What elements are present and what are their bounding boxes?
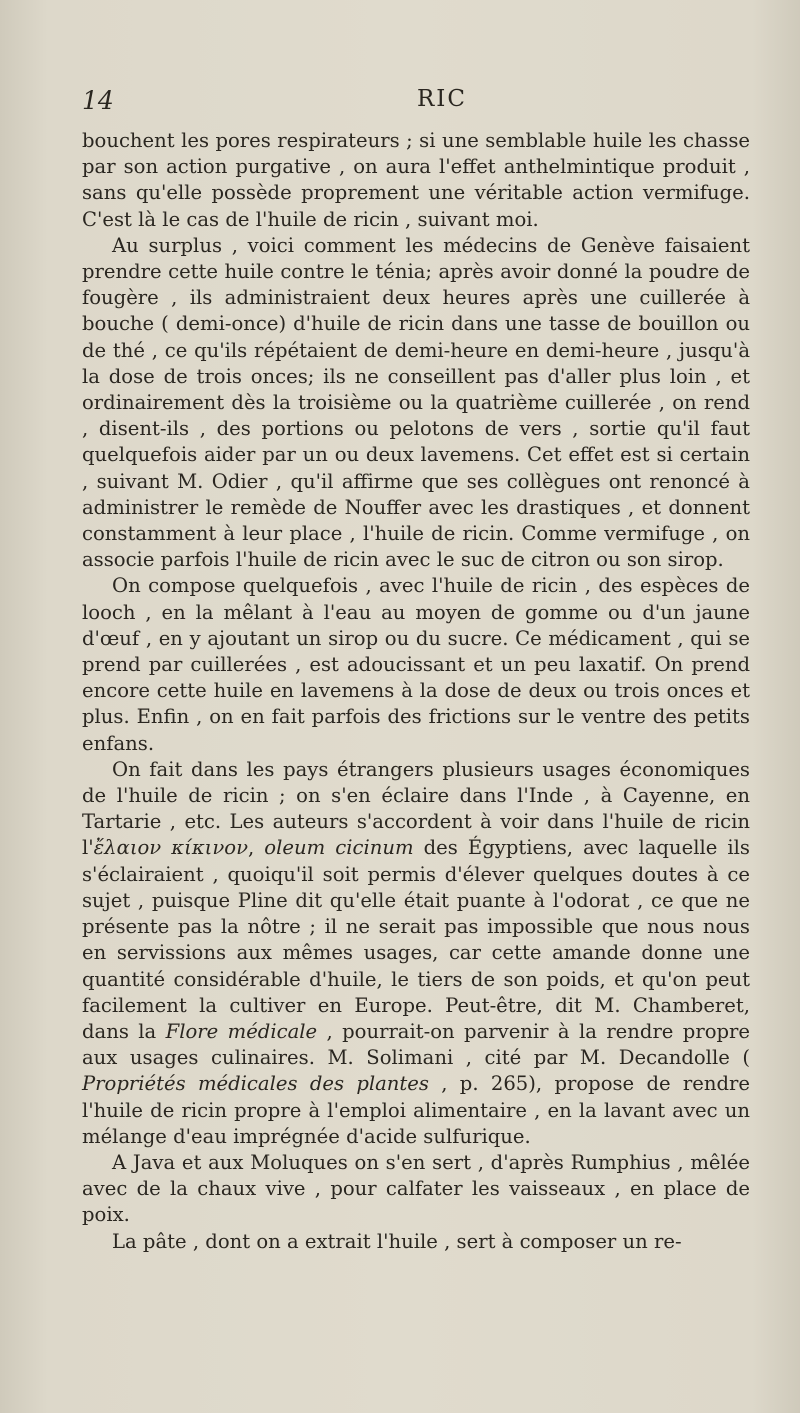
book-title-proprietes: Propriétés médicales des plantes: [82, 1072, 429, 1096]
paragraph-4-part-3: , pourrait-on parvenir à la rendre propre aux usages culinaires. M. Solimani , cité par M. Decandolle (: [82, 1019, 750, 1070]
paragraph-1: bouchent les pores respirateurs ; si une semblable huile les chasse par son action purgative , on aura l'effet anthelmintique produit , sans qu'elle possède proprement une véritable action vermifuge. C'est là le cas de l'huile de ricin , suivant moi.: [82, 129, 750, 231]
page-number: 14: [82, 86, 114, 115]
running-head: RIC: [416, 86, 467, 112]
paragraph-4: [82, 757, 750, 1150]
body-text: [82, 128, 750, 1255]
page-header: [82, 86, 760, 122]
paragraph-5: A Java et aux Moluques on s'en sert , d'après Rumphius , mêlée avec de la chaux vive , pour calfater les vaisseaux , en place de poix.: [82, 1150, 750, 1227]
paragraph-4-comma: ,: [247, 836, 265, 860]
greek-term: ἔλαιον κίκινον: [93, 836, 248, 860]
paragraph-4-part-4: , p. 265), propose de rendre l'huile de ricin propre à l'emploi alimentaire , en la lavant avec un mélange d'eau imprégnée d'acide sulfurique.: [82, 1072, 750, 1148]
paragraph-3: On compose quelquefois , avec l'huile de ricin , des espèces de looch , en la mêlant à l'eau au moyen de gomme ou d'un jaune d'œuf , en y ajoutant un sirop ou du sucre. Ce médicament , qui se prend par cuillerées , est adoucissant et un peu laxatif. On prend encore cette huile en lavemens à la dose de deux ou trois onces et plus. Enfin , on en fait parfois des frictions sur le ventre des petits enfans.: [82, 574, 750, 755]
paragraph-4-part-2: des Égyptiens, avec laquelle ils s'éclairaient , quoiqu'il soit permis d'élever quelques doutes à ce sujet , puisque Pline dit qu'elle était puante à l'odorat , ce que ne présente pas la nôtre ; il ne serait pas impossible que nous nous en servissions aux mêmes usages, car cette amande donne une quantité considérable d'huile, le tiers de son poids, et qu'on peut facilement la cultiver en Europe. Peut-être, dit M. Chamberet, dans la: [82, 836, 750, 1043]
paragraph-6: La pâte , dont on a extrait l'huile , sert à composer un re-: [112, 1229, 682, 1253]
paragraph-2: Au surplus , voici comment les médecins de Genève faisaient prendre cette huile contre le ténia; après avoir donné la poudre de fougère , ils administraient deux heures après une cuillerée à bouche ( demi-once) d'huile de ricin dans une tasse de bouillon ou de thé , ce qu'ils répétaient de demi-heure en demi-heure , jusqu'à la dose de trois onces; ils ne conseillent pas d'aller plus loin , et ordinairement dès la troisième ou la quatrième cuillerée , on rend , disent-ils , des portions ou pelotons de vers , sortie qu'il faut quelquefois aider par un ou deux lavemens. Cet effet est si certain , suivant M. Odier , qu'il affirme que ses collègues ont renoncé à administrer le remède de Nouffer avec les drastiques , et donnent constamment à leur place , l'huile de ricin. Comme vermifuge , on associe parfois l'huile de ricin avec le suc de citron ou son sirop.: [82, 233, 750, 572]
latin-term: oleum cicinum: [264, 836, 414, 860]
paragraph-4-part-1: On fait dans les pays étrangers plusieurs usages économiques de l'huile de ricin ; on s'en éclaire dans l'Inde , à Cayenne, en Tartarie , etc. Les auteurs s'accordent à voir dans l'huile de ricin l': [82, 757, 750, 860]
book-title-flore: Flore médicale: [165, 1019, 318, 1043]
